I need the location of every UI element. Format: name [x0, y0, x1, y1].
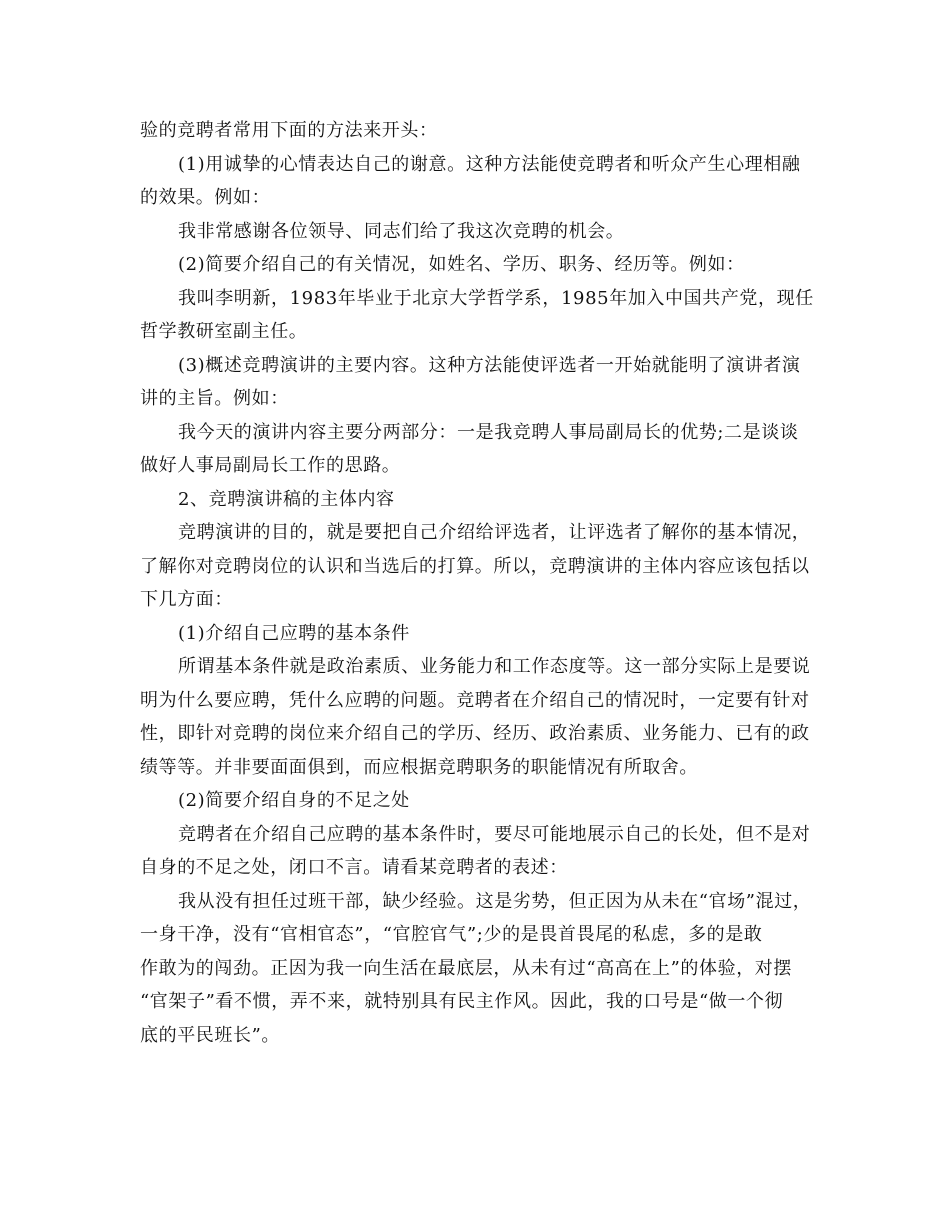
text-line: 竞聘者在介绍自己应聘的基本条件时，要尽可能地展示自己的长处，但不是对	[178, 823, 811, 845]
text-line: 我非常感谢各位领导、同志们给了我这次竞聘的机会。	[178, 220, 625, 242]
text-line: 自身的不足之处，闭口不言。请看某竞聘者的表述：	[140, 857, 568, 878]
text-line: 了解你对竞聘岗位的认识和当选后的打算。所以，竞聘演讲的主体内容应该包括以	[140, 555, 810, 577]
document-page	[140, 114, 814, 1052]
text-line: 做好人事局副局长工作的思路。	[140, 455, 401, 476]
text-line: (2)简要介绍自身的不足之处	[178, 790, 410, 811]
text-line: 我叫李明新，1983年毕业于北京大学哲学系，1985年加入中国共产党，现任	[178, 287, 814, 309]
text-line: 明为什么要应聘，凭什么应聘的问题。竞聘者在介绍自己的情况时，一定要有针对	[140, 689, 810, 711]
text-line: 所谓基本条件就是政治素质、业务能力和工作态度等。这一部分实际上是要说	[178, 656, 811, 677]
text-line: 性，即针对竞聘的岗位来介绍自己的学历、经历、政治素质、业务能力、已有的政	[140, 723, 810, 744]
text-line: 我今天的演讲内容主要分两部分：一是我竞聘人事局副局长的优势;二是谈谈	[178, 421, 799, 443]
text-line: 作敢为的闯劲。正因为我一向生活在最底层，从未有过“高高在上”的体验，对摆	[140, 957, 793, 979]
text-line: 一身干净，没有“官相官态”，“官腔官气”;少的是畏首畏尾的私虑，多的是敢	[140, 924, 763, 945]
text-line: (1)介绍自己应聘的基本条件	[178, 622, 410, 644]
text-line: (1)用诚挚的心情表达自己的谢意。这种方法能使竞聘者和听众产生心理相融	[178, 153, 801, 175]
text-line: 下几方面：	[140, 589, 233, 610]
text-line: 哲学教研室副主任。	[140, 321, 308, 342]
text-line: 验的竞聘者常用下面的方法来开头：	[140, 120, 438, 141]
text-line: 绩等等。并非要面面俱到，而应根据竞聘职务的职能情况有所取舍。	[140, 756, 698, 778]
text-line: (2)简要介绍自己的有关情况，如姓名、学历、职务、经历等。例如：	[178, 254, 745, 275]
text-line: “官架子”看不惯，弄不来，就特别具有民主作风。因此，我的口号是“做一个彻	[140, 991, 784, 1012]
text-line: 竞聘演讲的目的，就是要把自己介绍给评选者，让评选者了解你的基本情况，	[178, 522, 811, 543]
text-line: 讲的主旨。例如：	[140, 388, 289, 409]
text-line: 2、竞聘演讲稿的主体内容	[178, 488, 395, 510]
text-line: (3)概述竞聘演讲的主要内容。这种方法能使评选者一开始就能明了演讲者演	[178, 354, 801, 376]
text-line: 的效果。例如：	[140, 187, 271, 208]
text-line: 底的平民班长”。	[140, 1024, 281, 1046]
text-line: 我从没有担任过班干部，缺少经验。这是劣势，但正因为从未在“官场”混过，	[178, 890, 812, 912]
